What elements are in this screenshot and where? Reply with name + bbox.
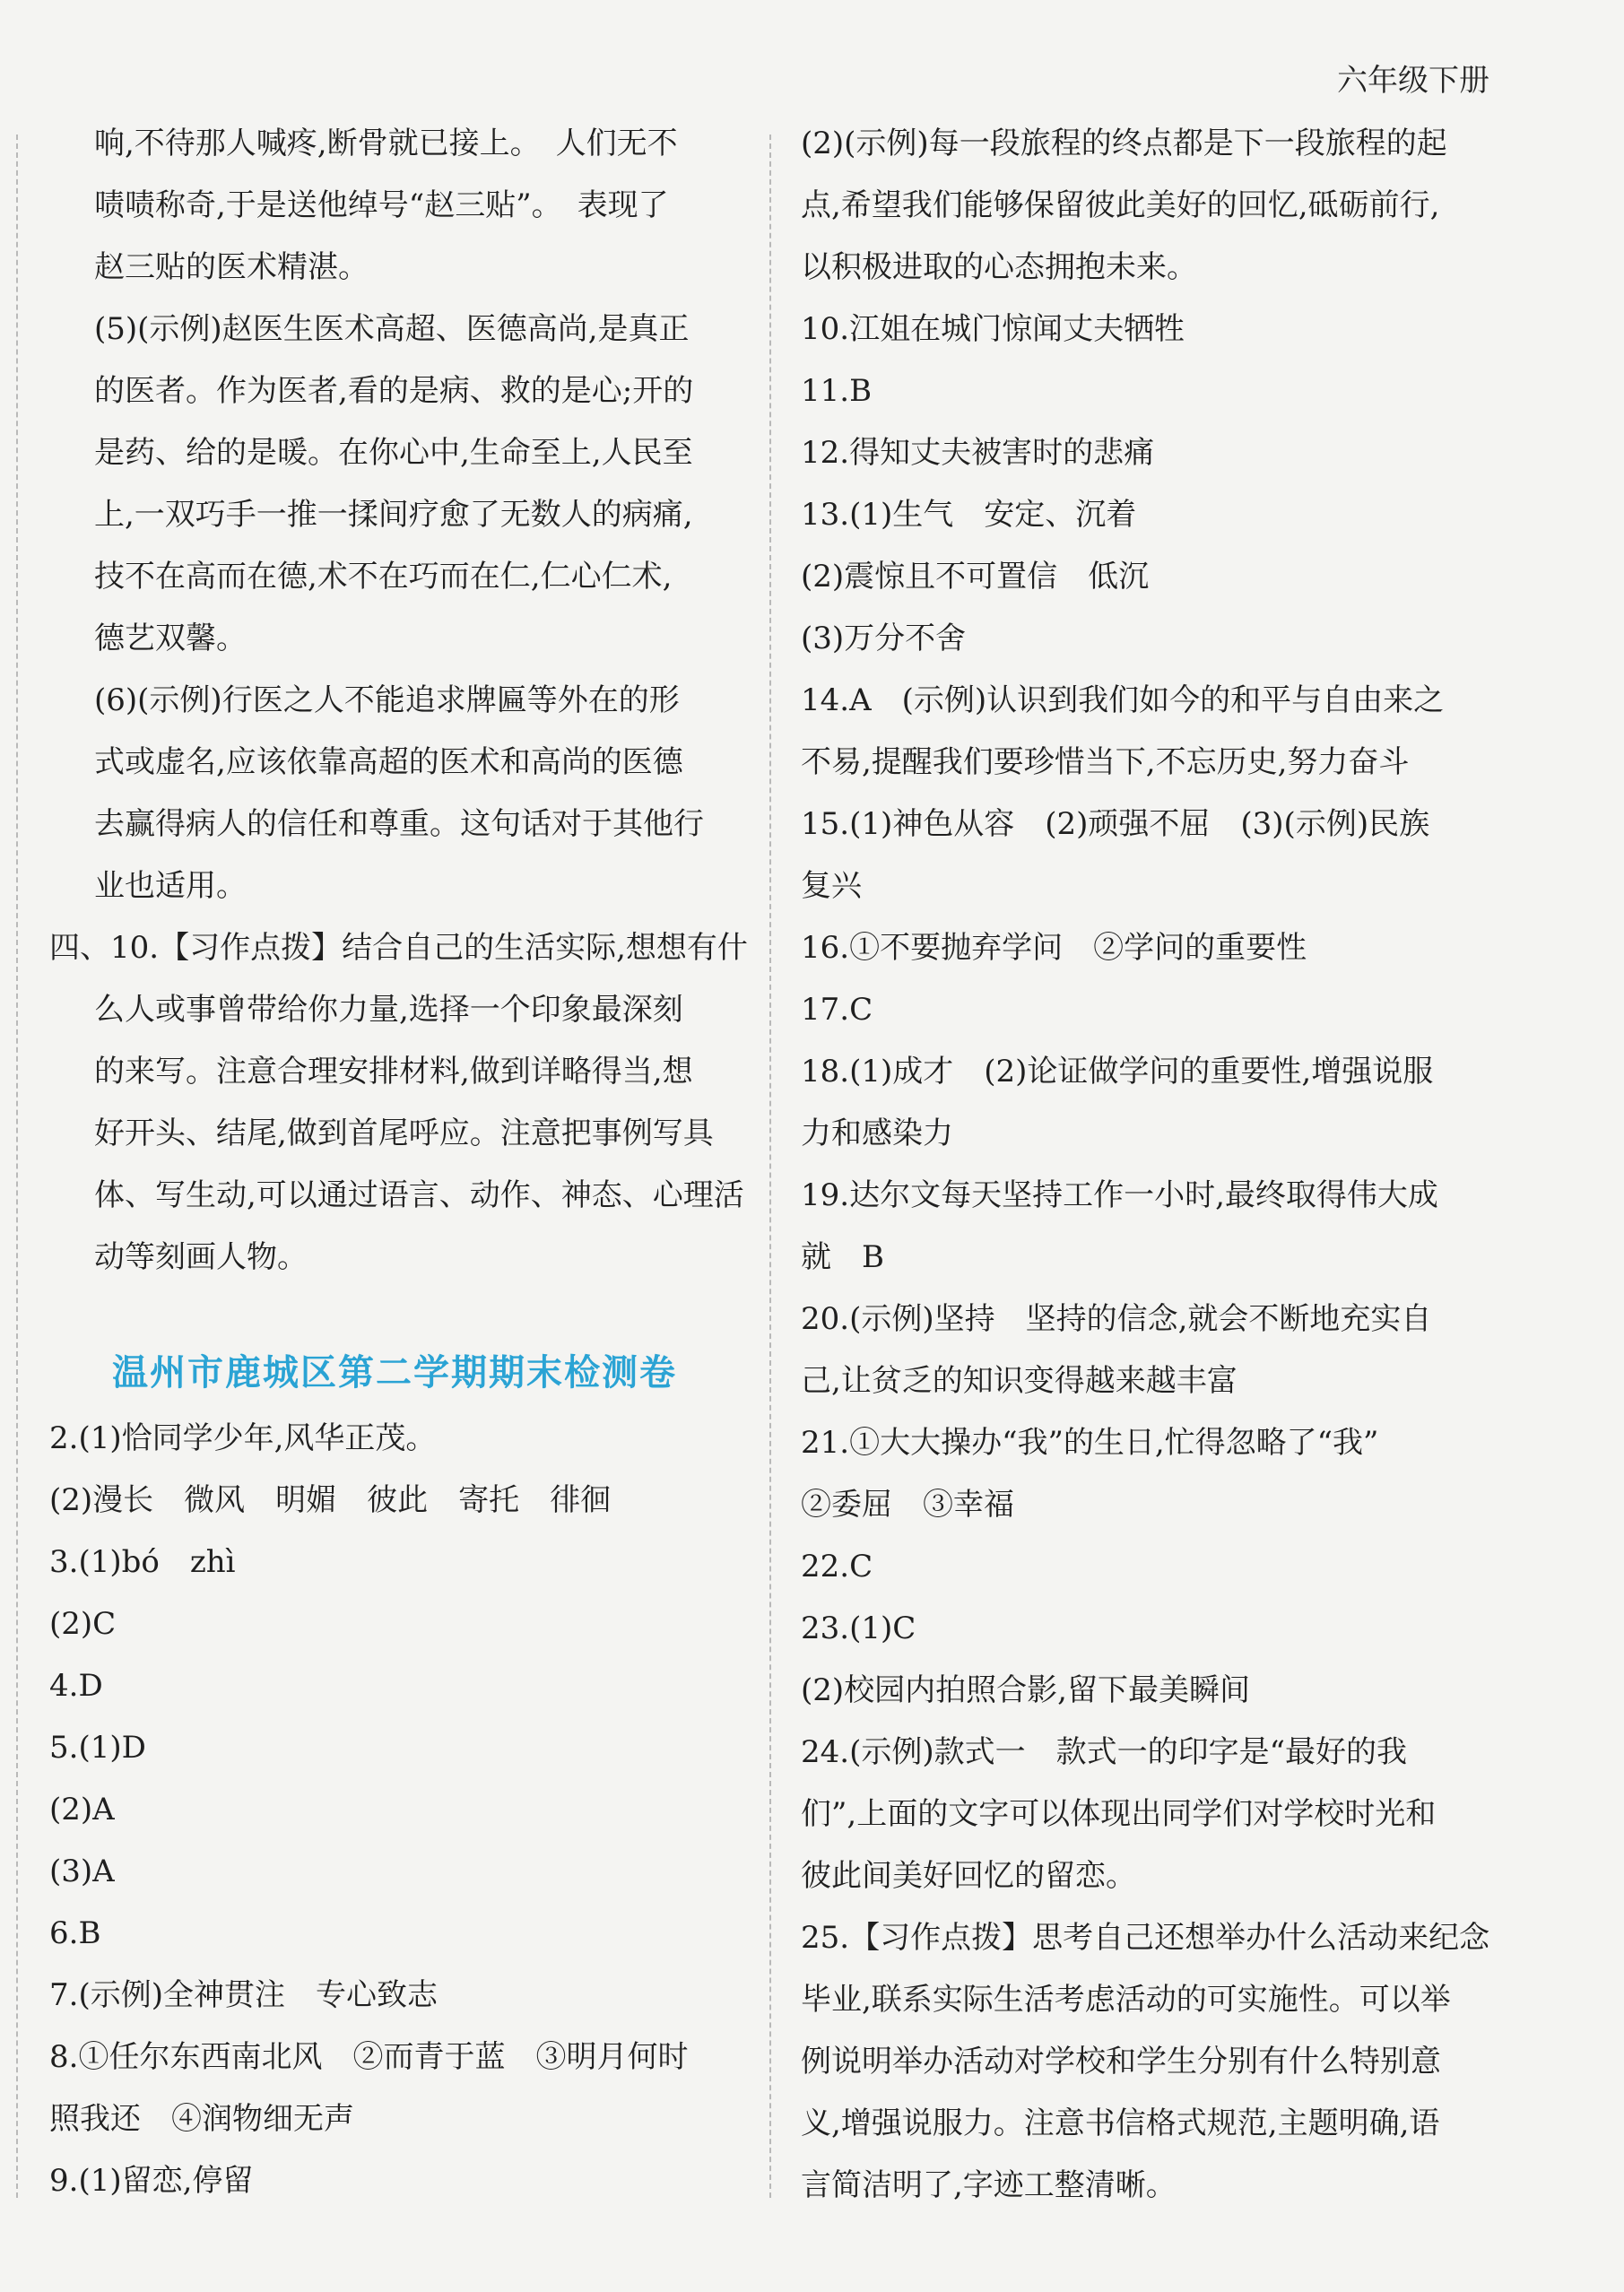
answer-line: 4.D (49, 1668, 103, 1704)
answer-line: 15.(1)神色从容 (2)顽强不屈 (3)(示例)民族 (801, 806, 1430, 842)
answer-line: (3)万分不舍 (801, 621, 967, 656)
answer-line: 10.江姐在城门惊闻丈夫牺牲 (801, 311, 1185, 347)
answer-line: 照我还 ④润物细无声 (49, 2101, 354, 2137)
answer-line: 23.(1)C (801, 1610, 916, 1646)
answer-line: (2)震惊且不可置信 低沉 (801, 559, 1150, 595)
text-line: 去赢得病人的信任和尊重。这句话对于其他行 (94, 806, 704, 842)
answer-line: 8.①任尔东西南北风 ②而青于蓝 ③明月何时 (49, 2039, 689, 2075)
text-line: 上,一双巧手一推一揉间疗愈了无数人的病痛, (94, 497, 693, 533)
column-divider (769, 135, 771, 2198)
text-line: 技不在高而在德,术不在巧而在仁,仁心仁术, (94, 559, 673, 595)
answer-line: (3)A (49, 1854, 115, 1889)
answer-line: (2)漫长 微风 明媚 彼此 寄托 徘徊 (49, 1482, 612, 1518)
text-line: 啧啧称奇,于是送他绰号“赵三贴”。 表现了 (94, 187, 669, 223)
section-title: 温州市鹿城区第二学期期末检测卷 (112, 1352, 677, 1393)
answer-line: 们”,上面的文字可以体现出同学们对学校时光和 (801, 1796, 1437, 1832)
text-line: 的医者。作为医者,看的是病、救的是心;开的 (94, 373, 694, 409)
answer-line: 言简洁明了,字迹工整清晰。 (801, 2167, 1177, 2203)
answer-line: 25.【习作点拨】思考自己还想举办什么活动来纪念 (801, 1920, 1490, 1956)
answer-line: 20.(示例)坚持 坚持的信念,就会不断地充实自 (801, 1301, 1432, 1337)
text-line: 好开头、结尾,做到首尾呼应。注意把事例写具 (94, 1116, 714, 1151)
answer-line: 以积极进取的心态拥抱未来。 (801, 249, 1197, 285)
answer-line: (2)校园内拍照合影,留下最美瞬间 (801, 1672, 1250, 1708)
text-line: 动等刻画人物。 (94, 1239, 308, 1275)
text-line: 的来写。注意合理安排材料,做到详略得当,想 (94, 1054, 693, 1090)
answer-line: 5.(1)D (49, 1730, 146, 1766)
text-line: (5)(示例)赵医生医术高超、医德高尚,是真正 (94, 311, 690, 347)
answer-line: 力和感染力 (801, 1116, 953, 1151)
answer-line: 点,希望我们能够保留彼此美好的回忆,砥砺前行, (801, 187, 1440, 223)
answer-line: ②委屈 ③幸福 (801, 1487, 1014, 1523)
answer-line: 义,增强说服力。注意书信格式规范,主题明确,语 (801, 2105, 1440, 2141)
answer-line: 24.(示例)款式一 款式一的印字是“最好的我 (801, 1734, 1407, 1770)
answer-line: 17.C (801, 992, 873, 1028)
answer-line: 复兴 (801, 868, 862, 904)
answer-line: 21.①大大操办“我”的生日,忙得忽略了“我” (801, 1425, 1379, 1461)
answer-line: 9.(1)留恋,停留 (49, 2163, 254, 2199)
answer-line: 16.①不要抛弃学问 ②学问的重要性 (801, 930, 1307, 966)
answer-line: 就 B (801, 1239, 884, 1275)
answer-line: 13.(1)生气 安定、沉着 (801, 497, 1137, 533)
text-line: (6)(示例)行医之人不能追求牌匾等外在的形 (94, 682, 680, 718)
text-line: 么人或事曾带给你力量,选择一个印象最深刻 (94, 992, 683, 1028)
text-line: 体、写生动,可以通过语言、动作、神态、心理活 (94, 1177, 744, 1213)
answer-line: 毕业,联系实际生活考虑活动的可实施性。可以举 (801, 1982, 1451, 2018)
answer-line: 18.(1)成才 (2)论证做学问的重要性,增强说服 (801, 1054, 1434, 1090)
answer-line: 6.B (49, 1915, 101, 1951)
answer-line: 例说明举办活动对学校和学生分别有什么特别意 (801, 2044, 1441, 2079)
answer-line: 12.得知丈夫被害时的悲痛 (801, 435, 1155, 471)
text-line: 赵三贴的医术精湛。 (94, 249, 369, 285)
left-margin-rule (16, 135, 18, 2198)
text-line: 响,不待那人喊疼,断骨就已接上。 人们无不 (94, 126, 678, 161)
answer-line: 11.B (801, 373, 873, 409)
left-column (49, 113, 749, 2220)
answer-line: (2)C (49, 1606, 117, 1642)
answer-line: 己,让贫乏的知识变得越来越丰富 (801, 1363, 1238, 1399)
text-line: 业也适用。 (94, 868, 247, 904)
question-4-10: 四、10.【习作点拨】结合自己的生活实际,想想有什 (49, 930, 748, 966)
answer-line: 2.(1)恰同学少年,风华正茂。 (49, 1420, 437, 1456)
right-column (801, 113, 1500, 2220)
text-line: 德艺双馨。 (94, 621, 247, 656)
text-line: 式或虚名,应该依靠高超的医术和高尚的医德 (94, 744, 683, 780)
text-line: 是药、给的是暖。在你心中,生命至上,人民至 (94, 435, 693, 471)
answer-line: (2)(示例)每一段旅程的终点都是下一段旅程的起 (801, 126, 1447, 161)
answer-line: 22.C (801, 1549, 873, 1584)
answer-line: 彼此间美好回忆的留恋。 (801, 1858, 1136, 1894)
answer-line: 14.A (示例)认识到我们如今的和平与自由来之 (801, 682, 1445, 718)
answer-line: 不易,提醒我们要珍惜当下,不忘历史,努力奋斗 (801, 744, 1410, 780)
answer-line: 7.(示例)全神贯注 专心致志 (49, 1977, 438, 2013)
answer-line: (2)A (49, 1792, 115, 1828)
grade-header: 六年级下册 (1337, 63, 1489, 99)
answer-line: 19.达尔文每天坚持工作一小时,最终取得伟大成 (801, 1177, 1438, 1213)
answer-line: 3.(1)bó zhì (49, 1544, 236, 1580)
